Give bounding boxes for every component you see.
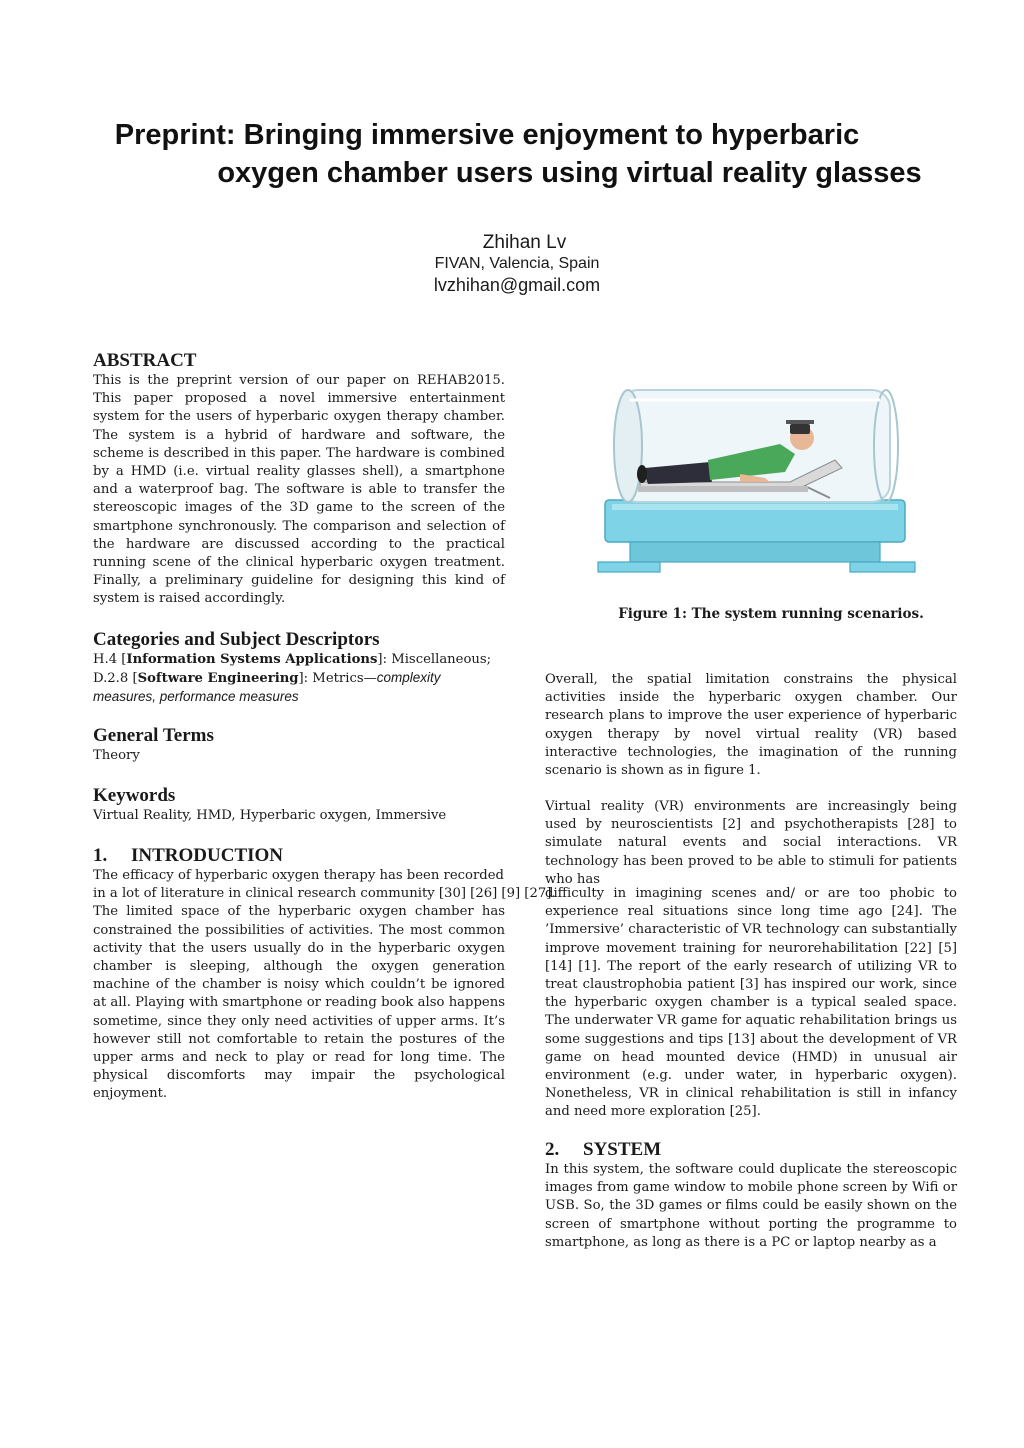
abstract-section bbox=[93, 350, 505, 609]
overall-paragraph bbox=[545, 671, 957, 780]
category-line-3: measures, performance measures bbox=[93, 689, 299, 705]
keywords-heading: Keywords bbox=[93, 785, 176, 806]
introduction-section bbox=[93, 845, 556, 1104]
general-terms-heading: General Terms bbox=[93, 725, 214, 746]
intro-line-1: The efficacy of hyperbaric oxygen therapy has been recorded bbox=[93, 868, 504, 883]
title-line-1: Preprint: Bringing immersive enjoyment to hyperbaric bbox=[114, 119, 860, 151]
system-text: In this system, the software could duplicate the stereoscopic images from game window to mobile phone screen by Wifi or USB. So, the 3D games or films could be easily shown on the screen of smartphone without porting the programme to smartphone, as long as there is a PC or laptop nearby as a bbox=[545, 1162, 957, 1250]
right-para-2: Virtual reality (VR) environments are increasingly being used by neuroscientists [2] and psychotherapists [28] to simulate natural events and social interactions. VR technology has been proved to be able to stimuli for patients who has bbox=[545, 799, 957, 887]
vr-paragraph-continued bbox=[545, 885, 957, 1122]
right-para-3: difficulty in imagining scenes and/ or are too phobic to experience real situations since long time ago [24]. The ’Immersive’ characteristic of VR technology can substantially improve movement training for neurorehabilitation [22] [5] [14] [1]. The report of the early research of utilizing VR to treat claustrophobia patient [3] has inspired our work, since the hyperbaric oxygen chamber is a typical sealed space. The underwater VR game for aquatic rehabilitation brings us some suggestions and tips [13] about the development of VR game on head mounted device (HMD) in unusual air environment (e.g. under water, in hyperbaric oxygen). Nonetheless, VR in clinical rehabilitation is still in infancy and need more exploration [25]. bbox=[545, 886, 957, 1120]
general-terms-section bbox=[93, 725, 505, 765]
keywords-section bbox=[93, 785, 505, 825]
vr-paragraph bbox=[545, 798, 957, 889]
title-line-2: oxygen chamber users using virtual reality glasses bbox=[217, 157, 922, 189]
abstract-heading: ABSTRACT bbox=[93, 350, 197, 371]
author-email: lvzhihan@gmail.com bbox=[433, 275, 601, 295]
system-section bbox=[545, 1139, 957, 1252]
category-line-1: H.4 [Information Systems Applications]: Miscellaneous; bbox=[93, 652, 492, 667]
introduction-heading: 1. INTRODUCTION bbox=[93, 845, 284, 866]
system-heading: 2. SYSTEM bbox=[545, 1139, 662, 1160]
figure-caption: Figure 1: The system running scenarios. bbox=[618, 606, 924, 622]
author-affiliation: FIVAN, Valencia, Spain bbox=[434, 255, 600, 272]
intro-line-2: in a lot of literature in clinical research community [30] [26] [9] [27]. bbox=[93, 886, 556, 902]
abstract-text: This is the preprint version of our paper on REHAB2015. This paper proposed a novel immersive entertainment system for the users of hyperbaric oxygen therapy chamber. The system is a hybrid of hardware and software, the scheme is described in this paper. The hardware is combined by a HMD (i.e. virtual reality glasses shell), a smartphone and a waterproof bag. The software is able to transfer the stereoscopic images of the 3D game to the screen of the smartphone synchronously. The comparison and selection of the hardware are discussed according to the practical running scene of the clinical hyperbaric oxygen treatment. Finally, a preliminary guideline for designing this kind of system is raised accordingly. bbox=[93, 373, 505, 607]
category-line-2: D.2.8 [Software Engineering]: Metrics—complexity bbox=[93, 670, 441, 687]
author-name: Zhihan Lv bbox=[482, 232, 567, 253]
categories-heading: Categories and Subject Descriptors bbox=[93, 629, 380, 650]
right-para-1: Overall, the spatial limitation constrains the physical activities inside the hyperbaric oxygen chamber. Our research plans to improve the user experience of hyperbaric oxygen therapy by novel virtual reality (VR) based interactive technologies, the imagination of the running scenario is shown as in figure 1. bbox=[545, 672, 957, 779]
general-terms-text: Theory bbox=[93, 748, 140, 763]
categories-section bbox=[93, 629, 505, 707]
chamber-base bbox=[598, 500, 915, 572]
paper-title bbox=[0, 116, 1024, 192]
intro-text: The limited space of the hyperbaric oxygen chamber has constrained the possibilities of activities. The most common activity that the users usually do in the hyperbaric oxygen chamber is sleeping, although the oxygen generation machine of the chamber is noisy which couldn’t be ignored at all. Playing with smartphone or reading book also happens sometime, since they only need activities of upper arms. It’s however still not comfortable to retain the postures of the upper arms and neck to play or read for long time. The physical discomforts may impair the psychological enjoyment. bbox=[93, 904, 505, 1102]
author-block bbox=[0, 232, 1024, 296]
hyperbaric-chamber-figure bbox=[590, 382, 925, 577]
keywords-text: Virtual Reality, HMD, Hyperbaric oxygen, Immersive bbox=[93, 808, 447, 823]
